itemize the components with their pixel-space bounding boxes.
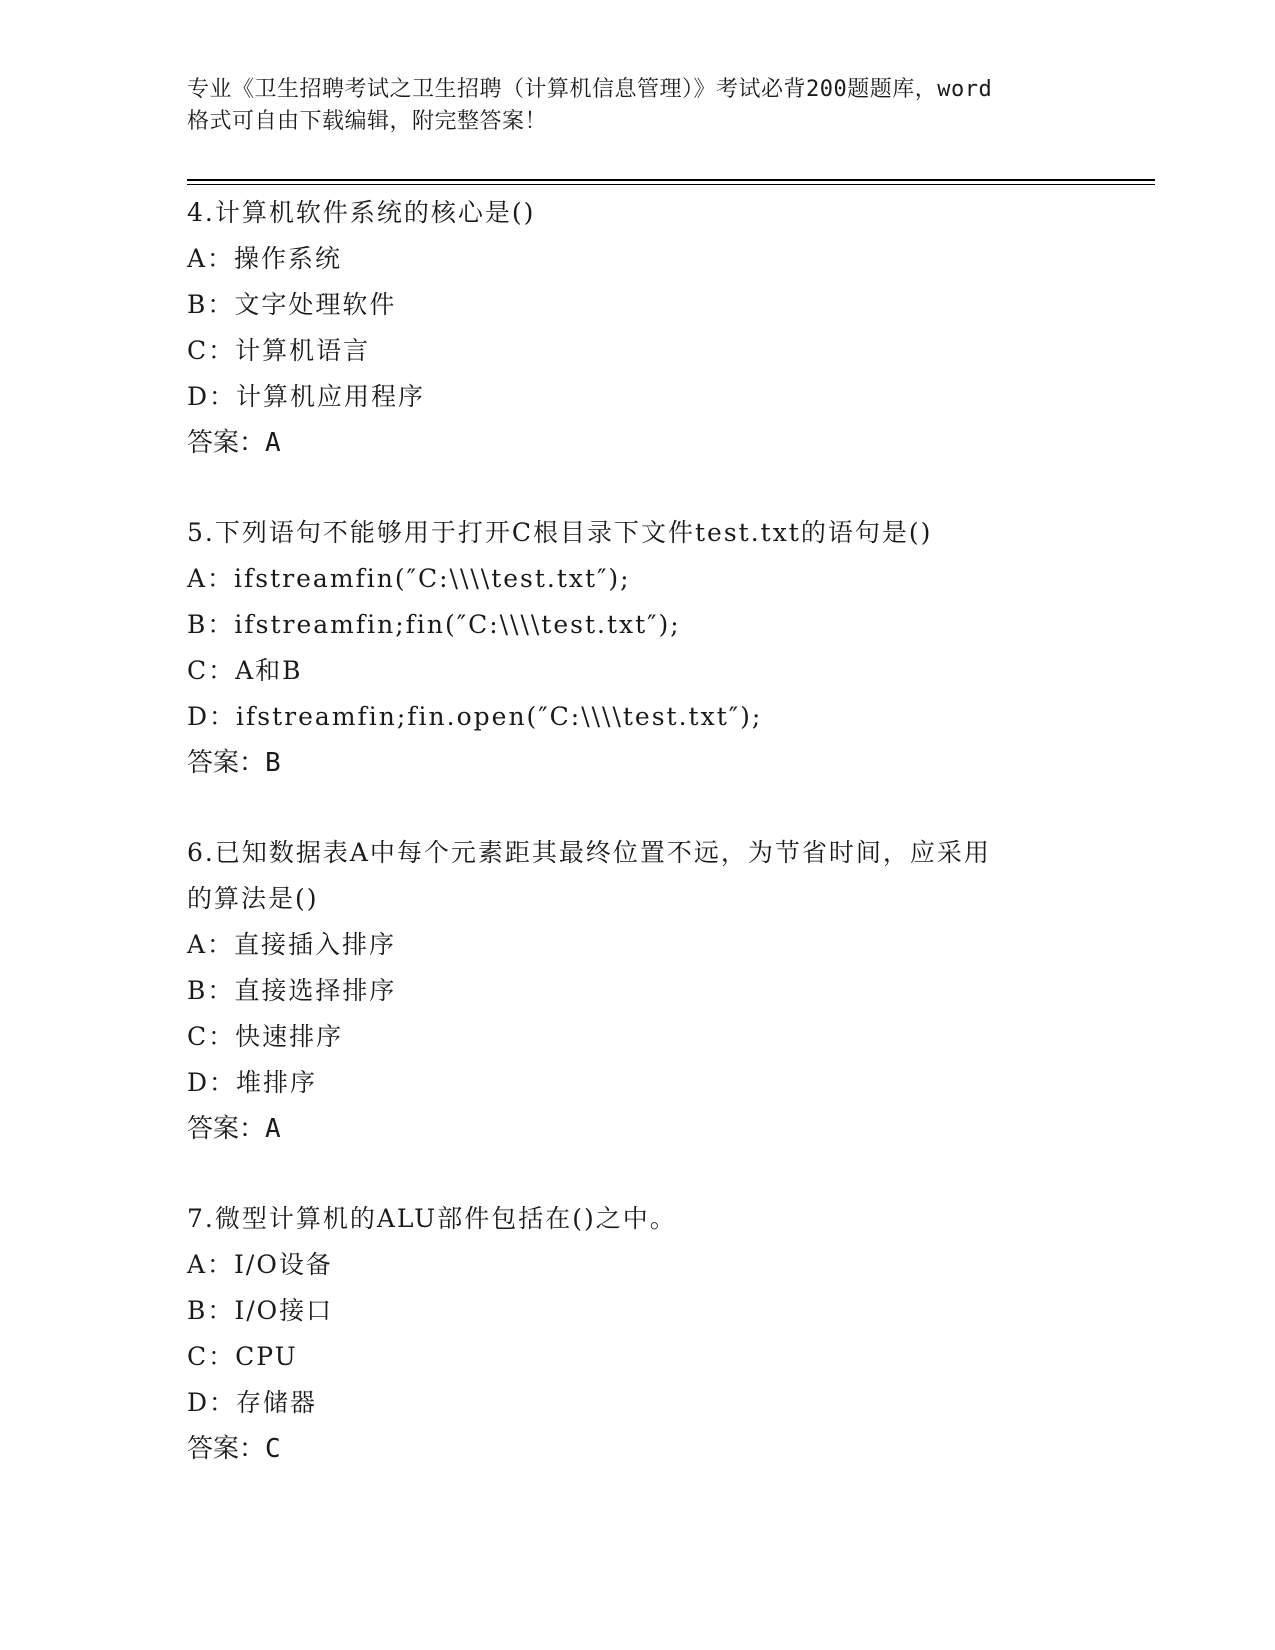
header-divider-bottom	[187, 184, 1155, 185]
question-7	[187, 1196, 1107, 1472]
option-d: D：堆排序	[187, 1068, 318, 1097]
option-d: D：存储器	[187, 1388, 318, 1417]
option-d: D：ifstreamfin;fin.open(″C:\\\\test.txt″);	[187, 702, 763, 731]
option-a: A：ifstreamfin(″C:\\\\test.txt″);	[187, 564, 631, 593]
option-c: C：快速排序	[187, 1022, 344, 1051]
question-stem-line-2: 的算法是()	[187, 884, 319, 913]
option-d: D：计算机应用程序	[187, 382, 426, 411]
question-stem-line-1: 6.已知数据表A中每个元素距其最终位置不远，为节省时间，应采用	[187, 838, 991, 867]
header-divider-top	[187, 179, 1155, 181]
answer-label: 答案：A	[187, 428, 281, 458]
option-b: B：ifstreamfin;fin(″C:\\\\test.txt″);	[187, 610, 681, 639]
question-list	[187, 190, 1107, 1516]
option-b: B：I/O接口	[187, 1296, 334, 1325]
question-4	[187, 190, 1107, 466]
option-a: A：操作系统	[187, 244, 343, 273]
option-c: C：A和B	[187, 656, 303, 685]
question-5	[187, 510, 1107, 786]
question-stem: 4.计算机软件系统的核心是()	[187, 198, 536, 227]
option-a: A：I/O设备	[187, 1250, 333, 1279]
option-b: B：直接选择排序	[187, 976, 397, 1005]
option-b: B：文字处理软件	[187, 290, 397, 319]
answer-label: 答案：B	[187, 748, 281, 778]
document-header	[187, 74, 1087, 138]
option-a: A：直接插入排序	[187, 930, 397, 959]
header-line-2: 格式可自由下载编辑，附完整答案！	[187, 109, 548, 134]
header-line-1: 专业《卫生招聘考试之卫生招聘（计算机信息管理）》考试必背200题题库，word	[187, 77, 993, 102]
option-c: C：CPU	[187, 1342, 298, 1371]
question-stem: 7.微型计算机的ALU部件包括在()之中。	[187, 1204, 677, 1233]
answer-label: 答案：A	[187, 1114, 281, 1144]
question-6	[187, 830, 1107, 1152]
answer-label: 答案：C	[187, 1434, 281, 1464]
option-c: C：计算机语言	[187, 336, 371, 365]
question-stem: 5.下列语句不能够用于打开C根目录下文件test.txt的语句是()	[187, 518, 933, 547]
question-stem	[187, 830, 1107, 922]
